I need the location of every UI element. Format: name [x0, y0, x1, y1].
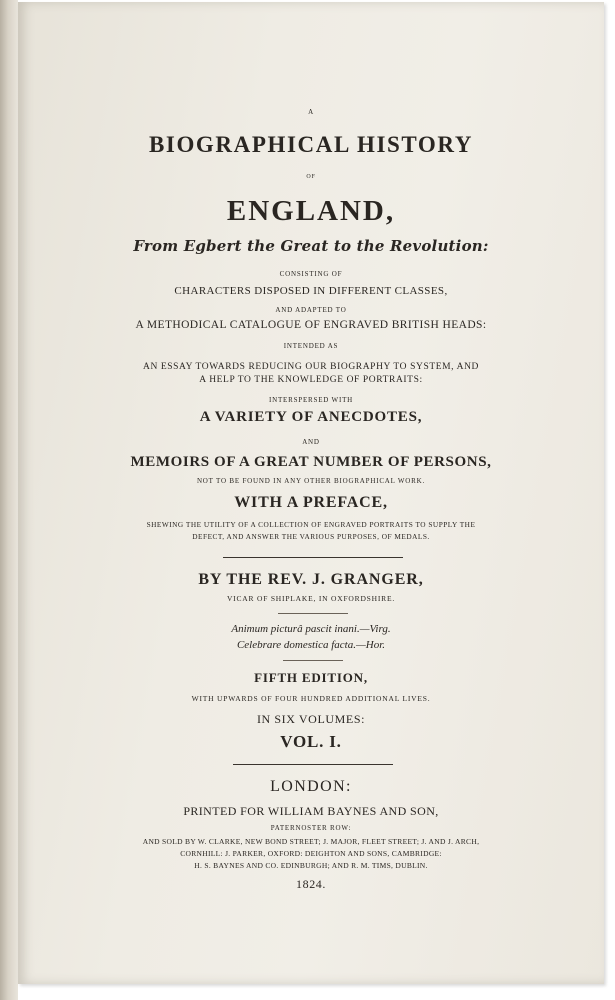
sold-by-line-3: H. S. BAYNES AND CO. EDINBURGH; AND R. M. TIMS, DUBLIN.	[194, 861, 428, 870]
title-of: OF	[306, 174, 316, 180]
volumes-line: IN SIX VOLUMES:	[256, 712, 366, 726]
interspersed-label: INTERSPERSED WITH	[268, 396, 354, 404]
rule-above-author	[223, 557, 403, 558]
essay-line-1: AN ESSAY TOWARDS REDUCING OUR BIOGRAPHY TO SYSTEM, AND	[142, 362, 479, 372]
additional-lives-line: WITH UPWARDS OF FOUR HUNDRED ADDITIONAL LIVES.	[191, 694, 431, 703]
preface-line: WITH A PREFACE,	[234, 494, 388, 511]
shewing-line-1: SHEWING THE UTILITY OF A COLLECTION OF ENGRAVED PORTRAITS TO SUPPLY THE	[146, 520, 476, 529]
imprint-year: 1824.	[296, 877, 326, 891]
variety-line: A VARIETY OF ANECDOTES,	[199, 409, 423, 425]
memoirs-line: MEMOIRS OF A GREAT NUMBER OF PERSONS,	[130, 454, 492, 470]
intended-as-label: INTENDED AS	[283, 342, 339, 350]
book-spine-edge	[0, 0, 18, 1000]
and-label: AND	[302, 438, 320, 446]
title-page	[18, 2, 604, 984]
title-article: A	[308, 108, 314, 116]
consisting-of-label: CONSISTING OF	[279, 270, 343, 278]
author-line: BY THE REV. J. GRANGER,	[198, 571, 424, 588]
vicar-line: VICAR OF SHIPLAKE, IN OXFORDSHIRE.	[226, 594, 396, 603]
rule-above-imprint	[233, 764, 393, 765]
subtitle: From Egbert the Great to the Revolution:	[133, 237, 489, 255]
rule-above-edition	[283, 660, 343, 661]
title-main: BIOGRAPHICAL HISTORY	[148, 132, 474, 157]
title-country: ENGLAND,	[226, 195, 396, 227]
sold-by-line-2: CORNHILL: J. PARKER, OXFORD: DEIGHTON AND SONS, CAMBRIDGE:	[180, 849, 442, 858]
sold-by-line-1: AND SOLD BY W. CLARKE, NEW BOND STREET; J. MAJOR, FLEET STREET; J. AND J. ARCH,	[142, 837, 480, 846]
quote-horace: Celebrare domestica facta.—Hor.	[236, 639, 386, 651]
imprint-city: LONDON:	[270, 778, 352, 795]
catalogue-line: A METHODICAL CATALOGUE OF ENGRAVED BRITISH HEADS:	[135, 319, 487, 331]
characters-line: CHARACTERS DISPOSED IN DIFFERENT CLASSES,	[174, 285, 448, 297]
paternoster-line: PATERNOSTER ROW:	[270, 824, 352, 832]
edition-line: FIFTH EDITION,	[254, 670, 368, 685]
printed-for-line: PRINTED FOR WILLIAM BAYNES AND SON,	[183, 804, 439, 818]
shewing-line-2: DEFECT, AND ANSWER THE VARIOUS PURPOSES, OF MEDALS.	[192, 532, 430, 541]
essay-line-2: A HELP TO THE KNOWLEDGE OF PORTRAITS:	[199, 375, 423, 385]
title-page-content	[18, 2, 604, 984]
volume-number: VOL. I.	[280, 732, 342, 751]
adapted-to-label: AND ADAPTED TO	[275, 306, 347, 314]
quote-virgil: Animum picturâ pascit inani.—Virg.	[231, 623, 391, 635]
rule-above-quotes	[278, 613, 348, 614]
not-found-line: NOT TO BE FOUND IN ANY OTHER BIOGRAPHICAL WORK.	[196, 477, 426, 485]
